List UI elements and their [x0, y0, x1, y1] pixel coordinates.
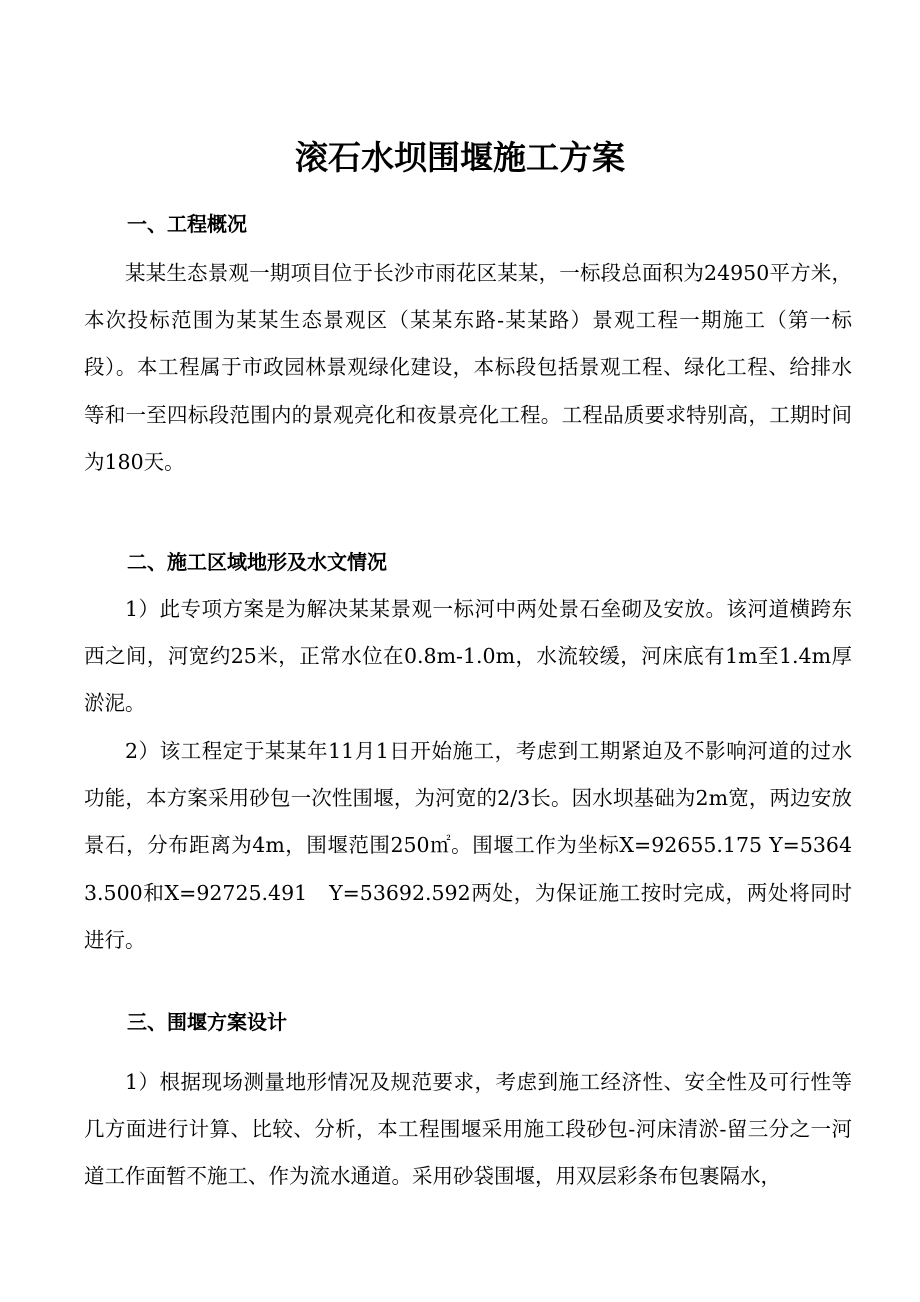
paragraph-terrain-2: 2）该工程定于某某年11月1日开始施工，考虑到工期紧迫及不影响河道的过水功能，本方案采用砂包一次性围堰，为河宽的2/3长。因水坝基础为2m宽，两边安放景石，分布距离为4m，围堰范围250㎡。围堰工作为坐标X=92655.175 Y=53643.500和X=92725.491 Y=53692.592两处，为保证施工按时完成，两处将同时进行。 [84, 739, 852, 952]
section-heading-cofferdam-design: 三、围堰方案设计 [127, 1010, 287, 1034]
paragraph-design-1: 1）根据现场测量地形情况及规范要求，考虑到施工经济性、安全性及可行性等几方面进行计算、比较、分析，本工程围堰采用施工段砂包-河床清淤-留三分之一河道工作面暂不施工、作为流水通道。采用砂袋围堰，用双层彩条布包裹隔水， [84, 1070, 852, 1189]
paragraph-overview: 某某生态景观一期项目位于长沙市雨花区某某，一标段总面积为24950平方米，本次投标范围为某某生态景观区（某某东路-某某路）景观工程一期施工（第一标段）。本工程属于市政园林景观绿化建设，本标段包括景观工程、绿化工程、给排水等和一至四标段范围内的景观亮化和夜景亮化工程。工程品质要求特别高，工期时间为180天。 [84, 261, 852, 474]
paragraph-terrain-1: 1）此专项方案是为解决某某景观一标河中两处景石垒砌及安放。该河道横跨东西之间，河宽约25米，正常水位在0.8m-1.0m，水流较缓，河床底有1m至1.4m厚淤泥。 [84, 597, 852, 716]
section-heading-overview: 一、工程概况 [127, 212, 247, 236]
section-heading-terrain-hydrology: 二、施工区域地形及水文情况 [127, 550, 387, 574]
document-title: 滚石水坝围堰施工方案 [295, 138, 625, 177]
